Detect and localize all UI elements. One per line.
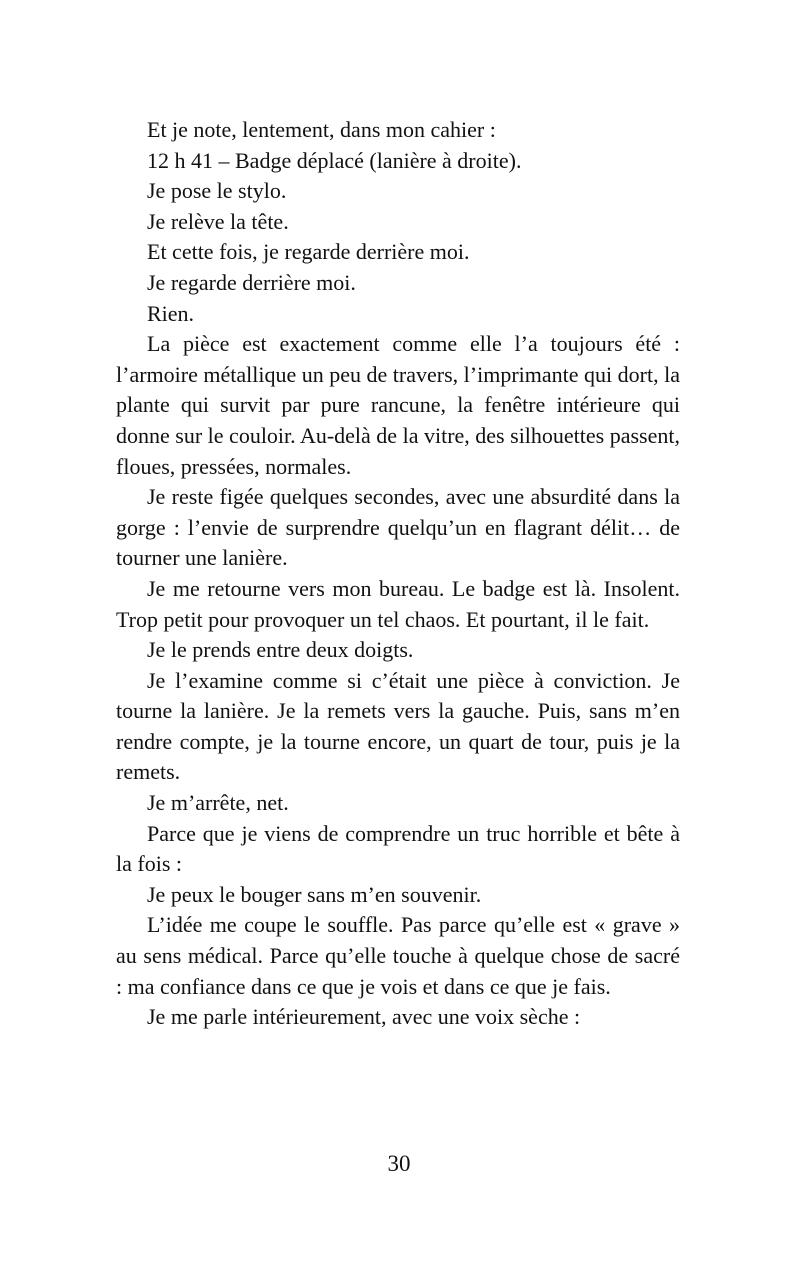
paragraph: L’idée me coupe le souffle. Pas parce qu’elle est « grave » au sens médical. Parce qu’elle touche à quelque chose de sacré : ma confiance dans ce que je vois et dans ce que je fais.: [116, 912, 680, 999]
paragraph: Je l’examine comme si c’était une pièce à conviction. Je tourne la lanière. Je la remets vers la gauche. Puis, sans m’en rendre compte, je la tourne encore, un quart de tour, puis je la remets.: [116, 667, 680, 785]
paragraph: Parce que je viens de comprendre un truc horrible et bête à la fois :: [116, 820, 680, 877]
paragraph: Je le prends entre deux doigts.: [147, 637, 414, 663]
page-number: 30: [387, 1151, 411, 1176]
paragraph: Je me parle intérieurement, avec une voix sèche :: [147, 1004, 581, 1030]
paragraph: Et je note, lentement, dans mon cahier :: [147, 117, 496, 142]
paragraph: Je m’arrête, net.: [147, 790, 289, 816]
paragraph: Je reste figée quelques secondes, avec une absurdité dans la gorge : l’envie de surprendre quelqu’un en flagrant délit… de tourner une lanière.: [116, 484, 680, 571]
paragraph: 12 h 41 – Badge déplacé (lanière à droite).: [147, 147, 522, 173]
paragraph: Je relève la tête.: [147, 208, 289, 234]
paragraph: Rien.: [147, 300, 195, 326]
paragraph: Je regarde derrière moi.: [147, 269, 356, 295]
paragraph: La pièce est exactement comme elle l’a toujours été : l’armoire métallique un peu de travers, l’imprimante qui dort, la plante qui survit par pure rancune, la fenêtre intérieure qui donne sur le couloir. Au-delà de la vitre, des silhouettes passent, floues, pressées, normales.: [116, 331, 680, 479]
paragraph: Je pose le stylo.: [147, 178, 287, 204]
body-text: [116, 115, 680, 1033]
paragraph: Je peux le bouger sans m’en souvenir.: [147, 881, 482, 907]
paragraph: Je me retourne vers mon bureau. Le badge est là. Insolent. Trop petit pour provoquer un tel chaos. Et pourtant, il le fait.: [116, 575, 680, 632]
paragraph: Et cette fois, je regarde derrière moi.: [147, 239, 470, 265]
